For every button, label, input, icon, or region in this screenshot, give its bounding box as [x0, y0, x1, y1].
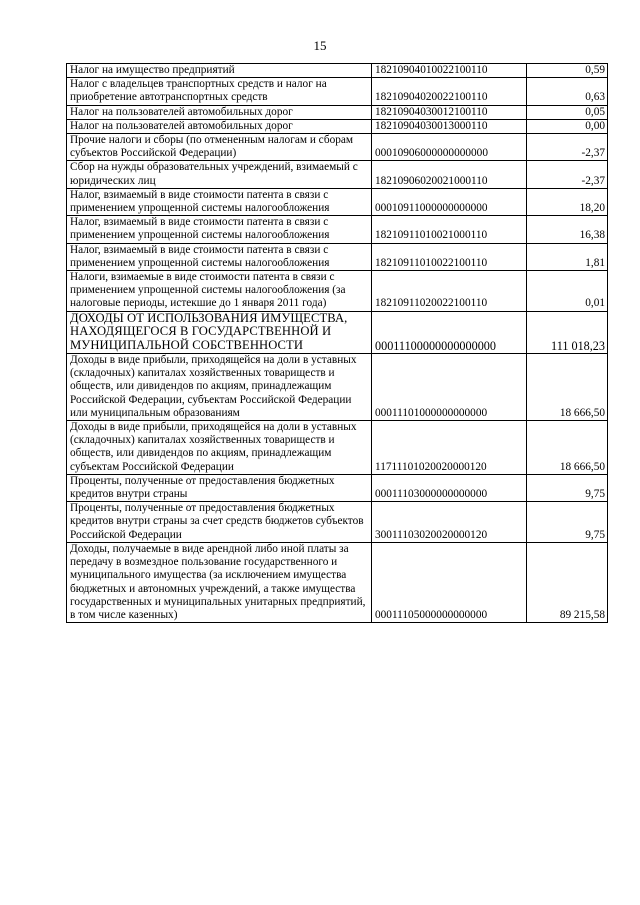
table-row — [67, 78, 608, 105]
table-row — [67, 354, 608, 421]
table-row — [67, 243, 608, 270]
table-row — [67, 105, 608, 119]
section-row — [67, 311, 608, 353]
row-amount: 111 018,23 — [527, 311, 608, 353]
table-row — [67, 188, 608, 215]
table-row — [67, 64, 608, 78]
row-code: 18210911010021000110 — [372, 216, 527, 243]
row-amount: 0,01 — [527, 271, 608, 312]
table-row — [67, 161, 608, 188]
row-code: 00010911000000000000 — [372, 188, 527, 215]
row-amount: 18 666,50 — [527, 354, 608, 421]
row-amount: 18 666,50 — [527, 421, 608, 475]
table-row — [67, 542, 608, 622]
row-code: 00011103000000000000 — [372, 474, 527, 501]
row-amount: 0,00 — [527, 119, 608, 133]
row-code: 00011101000000000000 — [372, 354, 527, 421]
table-row — [67, 474, 608, 501]
row-amount: -2,37 — [527, 161, 608, 188]
section-name: ДОХОДЫ ОТ ИСПОЛЬЗОВАНИЯ ИМУЩЕСТВА, НАХОДЯЩЕГОСЯ В ГОСУДАРСТВЕННОЙ И МУНИЦИПАЛЬНОЙ СОБСТВЕННОСТИ — [67, 311, 372, 353]
row-code: 18210911010022100110 — [372, 243, 527, 270]
row-name: Налог, взимаемый в виде стоимости патента в связи с применением упрощенной системы налогообложения — [67, 188, 372, 215]
row-amount: 9,75 — [527, 474, 608, 501]
row-name: Доходы в виде прибыли, приходящейся на доли в уставных (складочных) капиталах хозяйственных товариществ и обществ, или дивидендов по акциям, принадлежащим субъектам Российской Федерации — [67, 421, 372, 475]
row-name: Доходы в виде прибыли, приходящейся на доли в уставных (складочных) капиталах хозяйственных товариществ и обществ, или дивидендов по акциям, принадлежащим Российской Федерации, субъектам Российской Федерации или муниципальным образованиям — [67, 354, 372, 421]
table-row — [67, 421, 608, 475]
row-amount: 9,75 — [527, 502, 608, 543]
page-number: 15 — [313, 38, 327, 53]
row-name: Налог на имущество предприятий — [67, 64, 372, 78]
row-code: 18210904030013000110 — [372, 119, 527, 133]
row-amount: 0,05 — [527, 105, 608, 119]
row-code: 00011105000000000000 — [372, 542, 527, 622]
row-amount: 89 215,58 — [527, 542, 608, 622]
table-row — [67, 271, 608, 312]
row-name: Налог с владельцев транспортных средств и налог на приобретение автотранспортных средств — [67, 78, 372, 105]
row-name: Проценты, полученные от предоставления бюджетных кредитов внутри страны — [67, 474, 372, 501]
row-code: 18210906020021000110 — [372, 161, 527, 188]
row-amount: -2,37 — [527, 134, 608, 161]
table-row — [67, 502, 608, 543]
row-name: Прочие налоги и сборы (по отмененным налогам и сборам субъектов Российской Федерации) — [67, 134, 372, 161]
budget-revenue-table — [66, 63, 608, 623]
row-code: 11711101020020000120 — [372, 421, 527, 475]
row-name: Налог на пользователей автомобильных дорог — [67, 119, 372, 133]
row-code: 18210911020022100110 — [372, 271, 527, 312]
row-name: Налог, взимаемый в виде стоимости патента в связи с применением упрощенной системы налогообложения — [67, 243, 372, 270]
row-name: Проценты, полученные от предоставления бюджетных кредитов внутри страны за счет средств бюджетов субъектов Российской Федерации — [67, 502, 372, 543]
table-row — [67, 119, 608, 133]
row-name: Сбор на нужды образовательных учреждений, взимаемый с юридических лиц — [67, 161, 372, 188]
row-name: Налоги, взимаемые в виде стоимости патента в связи с применением упрощенной системы налогообложения (за налоговые периоды, истекшие до 1 января 2011 года) — [67, 271, 372, 312]
row-code: 18210904010022100110 — [372, 64, 527, 78]
row-code: 00010906000000000000 — [372, 134, 527, 161]
row-name: Доходы, получаемые в виде арендной либо иной платы за передачу в возмездное пользование государственного и муниципального имущества (за исключением имущества бюджетных и автономных учреждений, а также имущества государственных и муниципальных унитарных предприятий, в том числе казенных) — [67, 542, 372, 622]
row-code: 00011100000000000000 — [372, 311, 527, 353]
row-name: Налог, взимаемый в виде стоимости патента в связи с применением упрощенной системы налогообложения — [67, 216, 372, 243]
row-amount: 1,81 — [527, 243, 608, 270]
row-code: 18210904030012100110 — [372, 105, 527, 119]
row-amount: 18,20 — [527, 188, 608, 215]
row-code: 18210904020022100110 — [372, 78, 527, 105]
row-amount: 0,59 — [527, 64, 608, 78]
row-name: Налог на пользователей автомобильных дорог — [67, 105, 372, 119]
table-row — [67, 134, 608, 161]
row-code: 30011103020020000120 — [372, 502, 527, 543]
row-amount: 0,63 — [527, 78, 608, 105]
row-amount: 16,38 — [527, 216, 608, 243]
table-row — [67, 216, 608, 243]
